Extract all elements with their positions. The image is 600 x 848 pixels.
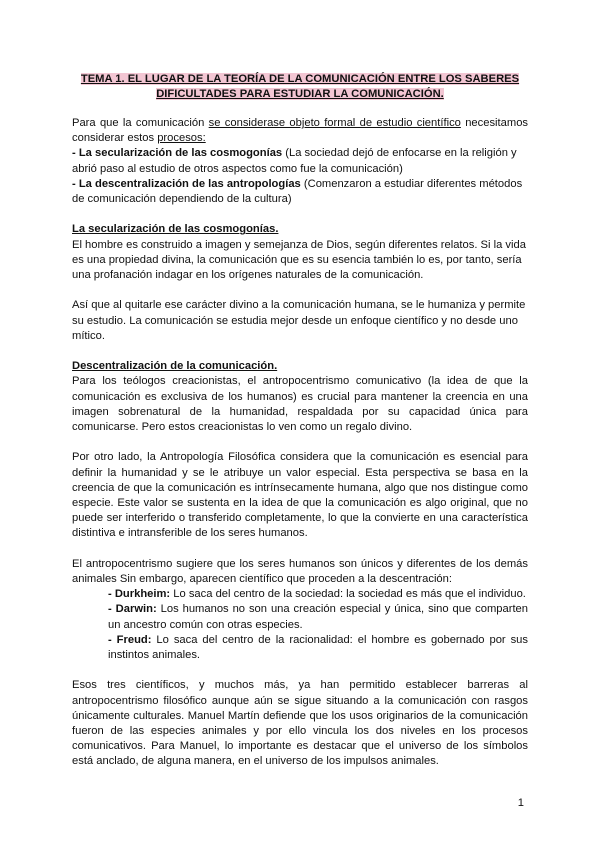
scientist-name: - Freud: [108,633,152,646]
section-1-heading: La secularización de las cosmogonías. [72,223,279,236]
scientist-text: Los humanos no son una creación especial y única, sino que comparten un ancestro común con otras especies. [108,603,529,631]
document-title [72,72,528,102]
intro-pre: Para que la comunicación [72,117,209,129]
process-item-2-bold: - La descentralización de las antropologías [72,177,301,190]
title-line-1: TEMA 1. EL LUGAR DE LA TEORÍA DE LA COMUNICACIÓN ENTRE LOS SABERES [80,73,520,85]
title-line-2: DIFICULTADES PARA ESTUDIAR LA COMUNICACIÓN. [156,88,444,100]
intro-paragraph [72,116,528,146]
list-item-freud [108,633,528,663]
scientist-name: - Darwin: [108,603,157,616]
section-2-paragraph-2: Por otro lado, la Antropología Filosófica considera que la comunicación es esencial para definir la humanidad y se le atribuye un valor especial. Esta perspectiva se basa en la creencia de que la comunicación es intrínsecamente humana, algo que nos distingue como especie. Este valor se sustenta en la idea de que la comunicación es algo original, que no puede ser interferido o transferido completamente, lo que la convierte en una característica distintiva e intransferible de los seres humanos. [72,451,528,540]
intro-underlined-1: se considerase objeto formal de estudio científico [208,117,461,129]
process-item-1 [72,146,528,176]
scientist-text: Lo saca del centro de la sociedad: la sociedad es más que el individuo. [170,588,526,601]
scientists-list [72,587,528,663]
section-1-paragraph-2: Así que al quitarle ese carácter divino a la comunicación humana, se le humaniza y permite su estudio. La comunicación se estudia mejor desde un enfoque científico y no desde uno mítico. [72,299,526,342]
process-item-2 [72,177,528,207]
list-item-durkheim [108,587,528,602]
process-item-1-text: (La sociedad dejó de enfocarse en la religión y abrió paso al estudio de otros aspectos como fue la comunicación) [72,147,517,175]
process-item-2-text: (Comenzaron a estudiar diferentes métodos de comunicación dependiendo de la cultura) [72,177,523,206]
list-item-darwin [108,602,528,632]
section-2-paragraph-1: Para los teólogos creacionistas, el antropocentrismo comunicativo (la idea de que la comunicación es exclusiva de los humanos) es crucial para mantener la creencia en una imagen sobrenatural de la humanidad, respaldada por su capacidad única para comunicarse. Pero estos creacionistas lo ven como un regalo divino. [72,375,528,434]
scientist-text: Lo saca del centro de la racionalidad: el hombre es gobernado por sus instintos animales. [108,633,528,662]
section-2-paragraph-3: El antropocentrismo sugiere que los seres humanos son únicos y diferentes de los demás animales Sin embargo, aparecen científico que proceden a la descentración: [72,557,528,586]
intro-mid: necesitamos considerar estos [72,117,529,145]
section-2-paragraph-4: Esos tres científicos, y muchos más, ya han permitido establecer barreras al antropocentrismo filosófico aunque aún se sigue situando a la comunicación con rasgos únicamente culturales. Manuel Martín defiende que los usos originarios de la comunicación fueron de las especies animales y por ello vincula los dos niveles en los procesos comunicativos. Para Manuel, lo importante es destacar que el universo de los símbolos está anclado, de alguna manera, en el universo de los impulsos animales. [72,679,528,768]
page-number: 1 [517,797,524,809]
section-1-paragraph-1: El hombre es construido a imagen y semejanza de Dios, según diferentes relatos. Si la vida es una propiedad divina, la comunicación que es su esencia también lo es, por tanto, sería una profanación indagar en los orígenes naturales de la comunicación. [72,238,526,282]
intro-underlined-2: procesos: [157,132,206,145]
scientist-name: - Durkheim: [108,588,171,601]
document-body [72,116,528,770]
section-2-heading: Descentralización de la comunicación. [72,360,278,373]
process-item-1-bold: - La secularización de las cosmogonías [72,147,283,160]
